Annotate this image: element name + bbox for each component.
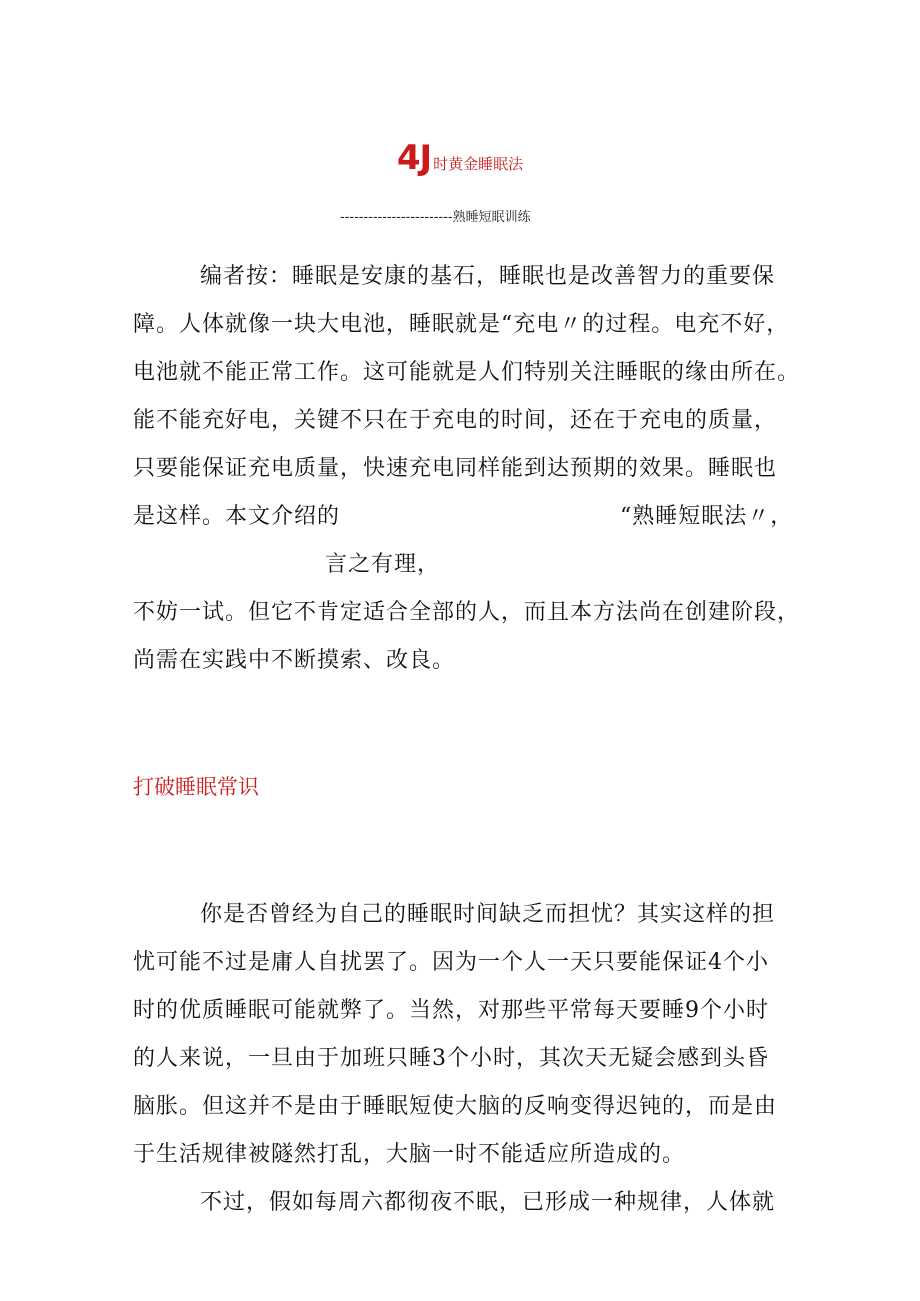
body-line: 不过，假如每周六都彻夜不眠，已形成一种规律，人体就 (200, 1190, 776, 1215)
editor-note-line: 只要能保证充电质量，快速充电同样能到达预期的效果。睡眠也 (133, 456, 778, 481)
title-text: 时黄金睡眠法 (433, 155, 524, 173)
document-subtitle: ------------------------熟睡短眠训练 (340, 210, 531, 225)
body-line: 的人来说，一旦由于加班只睡3个小时，其次天无疑会感到头昏 (133, 1046, 769, 1071)
body-line: 时的优质睡眠可能就弊了。当然，对那些平常每天要睡9个小时 (133, 998, 769, 1023)
body-line: 脑胀。但这并不是由于睡眠短使大脑的反响变得迟钝的，而是由 (133, 1094, 778, 1119)
editor-note-line: “熟睡短眠法〃， (620, 504, 794, 529)
editor-note-line: 是这样。本文介绍的 (133, 504, 341, 529)
body-line: 你是否曾经为自己的睡眠时间缺乏而担忧？其实这样的担 (200, 902, 776, 927)
body-line: 于生活规律被隧然打乱，大脑一时不能适应所造成的。 (133, 1142, 686, 1167)
editor-note-line: 编者按：睡眠是安康的基石，睡眠也是改善智力的重要保 (200, 264, 776, 289)
editor-note-line: 障。人体就像一块大电池，睡眠就是“充电〃的过程。电充不好， (133, 312, 790, 337)
body-line: 忧可能不过是庸人自扰罢了。因为一个人一天只要能保证4个小 (133, 950, 769, 975)
editor-note-line: 不妨一试。但它不肯定适合全部的人，而且本方法尚在创建阶段， (133, 600, 801, 625)
title-number: 4J (396, 138, 432, 178)
editor-note-line: 尚需在实践中不断摸索、改良。 (133, 648, 456, 673)
editor-note-line: 能不能充好电，关键不只在于充电的时间，还在于充电的质量， (133, 408, 778, 433)
section-heading: 打破睡眠常识 (133, 775, 259, 799)
document-title (0, 138, 920, 178)
editor-note-line: 言之有理， (325, 552, 441, 577)
editor-note-line: 电池就不能正常工作。这可能就是人们特别关注睡眠的缘由所在。 (133, 360, 801, 385)
